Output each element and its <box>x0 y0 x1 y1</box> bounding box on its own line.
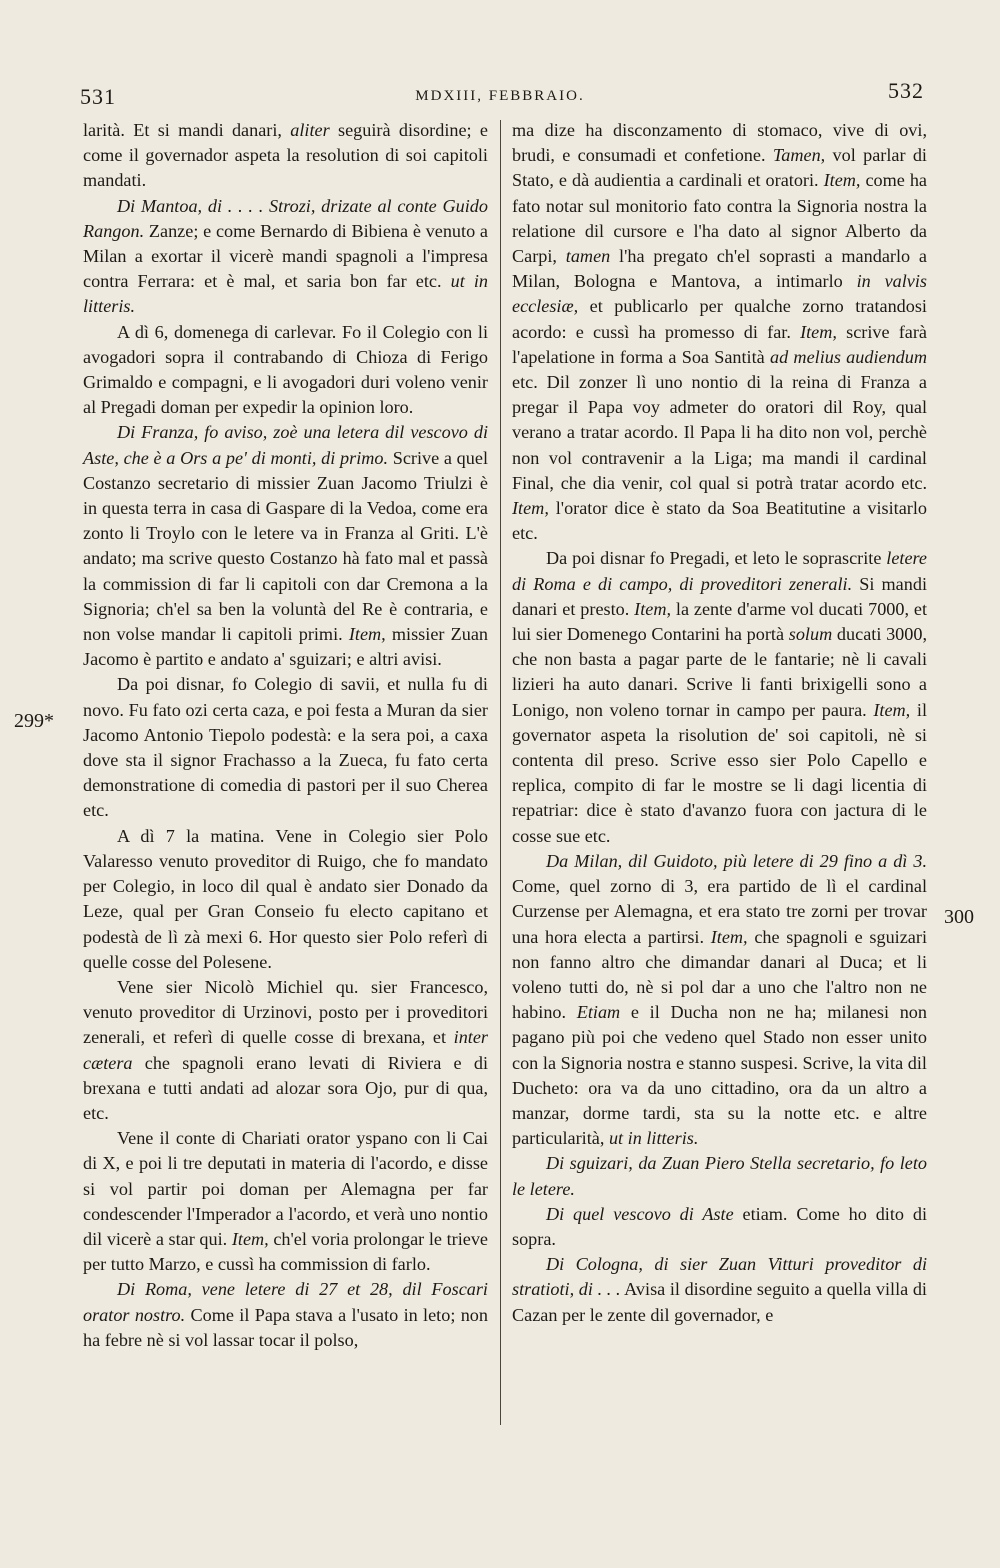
paragraph <box>512 546 927 848</box>
italic-text: Item, <box>231 1228 269 1249</box>
paragraph <box>83 1126 488 1277</box>
page-number-left: 531 <box>80 84 116 109</box>
text-run: seguirà disordine; e come il governador aspeta la resolution di soi capitoli mandati. <box>83 120 488 191</box>
italic-text: Item, <box>800 321 837 342</box>
page-number-right: 532 <box>888 78 924 103</box>
text-run: etc. Dil zonzer lì uno nontio di la reina di Franza a pregar il Papa voy admeter do oratori dil Roy, qual verano a tratar acordo. Il Papa li ha dito non vol, perchè non vol contravenir a la Liga; ma mandi il cardinal Final, che dia venir, col qual si potrà tratar acordo etc. <box>512 372 927 493</box>
right-column <box>512 118 927 1328</box>
text-run: etiam. Come ho dito di sopra. <box>512 1203 927 1249</box>
left-column <box>83 118 488 1353</box>
text-run: e il Ducha non ne ha; milanesi non pagano più poi che vedeno quel Stado non esser unito con la Signoria nostra e stanno suspesi. Scrive, la vita dil Ducheto: ora va da uno cittadino, ora da un altro a manzar, dorme tardi, sta su la notte etc. e altre particularità, <box>512 1002 927 1149</box>
text-run: Avisa il disordine seguito a quella villa di Cazan per le zente dil governador, e <box>512 1279 927 1325</box>
italic-text: Item, <box>348 624 386 645</box>
text-run: che spagnoli e sguizari non fanno altro che dimandar danari al Duca; et li voleno tutti do, nè si pol dar a uno che l'altro non ne habino. <box>512 926 927 1023</box>
text-run: ch'el voria prolongar le trieve per tutto Marzo, e cussì ha commission di farlo. <box>83 1228 488 1275</box>
running-head: MDXIII, FEBBRAIO. <box>415 88 585 104</box>
text-run: Zanze; e come Bernardo di Bibiena è venuto a Milan a exortar il vicerè mandi spagnoli a l'impresa contra Ferrara: et è mal, et saria bon far etc. <box>83 220 488 292</box>
text-run: che spagnoli erano levati di Riviera e di brexana e tutti andati ad alozar sora Ojo, pur di qua, etc. <box>83 1052 488 1123</box>
text-run: l'orator dice è stato da Soa Beatitutine a visitarlo etc. <box>512 498 927 544</box>
italic-text: Di Cologna, di sier Zuan Vitturi proveditor di stratioti, di . . . <box>512 1254 927 1300</box>
italic-text: Di Mantoa, di . . . . Strozi, drizate al conte Guido Rangon. <box>83 195 488 241</box>
text-run: Come il Papa stava a l'usato in leto; non ha febre nè si vol lassar tocar il polso, <box>83 1304 488 1350</box>
text-run: vol parlar di Stato, e dà audientia a cardinali et oratori. <box>512 145 927 191</box>
text-run: Da poi disnar, fo Colegio di savii, et nulla fu di novo. Fu fato ozi certa caza, e poi festa a Muran da sier Jacomo Antonio Tiepolo podestà: e la sera poi, a caxa dove sta il signor Frachasso a la Zueca, fu fato certa demonstratione di comedia di pastori per il suo Cherea etc. <box>83 674 488 821</box>
italic-text: tamen <box>565 246 611 267</box>
text-run: come ha fato notar sul monitorio fato contra la Signoria nostra la relatione dil cursore e l'ha dato al signor Alberto da Carpi, <box>512 170 927 267</box>
italic-text: in valvis ecclesiæ, <box>512 271 927 317</box>
paragraph <box>512 118 927 546</box>
italic-text: aliter <box>290 120 330 140</box>
paragraph <box>512 1252 927 1328</box>
italic-text: Di Franza, fo aviso, zoè una letera dil vescovo di Aste, che è a Ors a pe' di monti, di primo. <box>83 422 488 468</box>
text-run: il governator aspeta la risolution de' soi capitoli, nè si contenta dil preso. Scrive esso sier Polo Capello e replica, compito di far le mostre se li dagi licentia di repatriar: dice è stato d'avanzo fuora con jactura di le cosse sue etc. <box>512 699 928 846</box>
italic-text: ad melius audiendum <box>770 346 927 367</box>
paragraph <box>83 320 488 421</box>
paragraph <box>512 849 927 1151</box>
text-run: Vene sier Nicolò Michiel qu. sier Francesco, venuto proveditor di Urzinovi, posto per i proveditori zenerali, et referì di quelle cosse di brexana, et <box>83 976 488 1048</box>
text-run: Come, quel zorno di 3, era partido de lì el cardinal Curzense per Alemagna, et era stato tre zorni per trovar una hora electa a partirsi. <box>512 876 927 947</box>
text-run: et publicarlo per qualche zorno tratandosi acordo: e cussì ha promesso di far. <box>512 296 927 342</box>
italic-text: Tamen, <box>772 145 826 166</box>
italic-text: inter cætera <box>83 1027 488 1073</box>
text-run: Si mandi danari et presto. <box>512 573 927 619</box>
italic-text: Da Milan, dil Guidoto, più letere di 29 fino a dì 3. <box>546 850 927 871</box>
italic-text: Item, <box>512 498 549 519</box>
text-run: ma dize ha disconzamento di stomaco, vive di ovi, brudi, e consumadi et confetione. <box>512 120 927 166</box>
italic-text: Item, <box>873 699 911 720</box>
text-run: A dì 7 la matina. Vene in Colegio sier Polo Valaresso venuto proveditor di Ruigo, che fo mandato per Colegio, in loco dil qual è andato sier Donado da Leze, qual per Gran Conseio fu electo capitano et podestà de lì zà mexi 6. Hor questo sier Polo referì di quelle cosse del Polesene. <box>83 825 488 972</box>
text-run: missier Zuan Jacomo è partito e andato a' sguizari; e altri avisi. <box>83 624 488 670</box>
page-header <box>0 78 1000 114</box>
text-run: scrive farà l'apelatione in forma a Soa Santità <box>512 321 927 367</box>
italic-text: solum <box>788 624 833 645</box>
italic-text: ut in litteris. <box>83 271 488 317</box>
paragraph <box>512 1202 927 1252</box>
italic-text: letere di Roma e di campo, di proveditori zenerali. <box>512 548 927 594</box>
text-run: ducati 3000, che non basta a pagar parte de le fantarie; nè li cavali lizieri ha auto danari. Scrive li fanti brixigelli sono a Lonigo, non voleno tornar in campo per paura. <box>512 624 927 720</box>
italic-text: Item, <box>823 170 861 191</box>
column-divider <box>500 120 501 1425</box>
paragraph <box>83 194 488 320</box>
italic-text: Di sguizari, da Zuan Piero Stella secretario, fo leto le letere. <box>512 1153 927 1199</box>
text-run: la zente d'arme vol ducati 7000, et lui sier Domenego Contarini ha portà <box>512 598 928 645</box>
text-run: Da poi disnar fo Pregadi, et leto le soprascrite <box>546 548 887 569</box>
paragraph <box>83 672 488 823</box>
italic-text: ut in litteris. <box>608 1128 699 1149</box>
paragraph <box>83 1277 488 1353</box>
text-run: Vene il conte di Chariati orator yspano con li Cai di X, e poi li tre deputati in materia di l'acordo, e disse si vol partir poi doman per Alemagna per far condescender l'Imperador a l'acordo, et verà uno nontio dil vicerè a star qui. <box>83 1128 488 1249</box>
paragraph <box>83 824 488 975</box>
text-run: A dì 6, domenega di carlevar. Fo il Colegio con li avogadori sopra il contrabando di Chioza di Ferigo Grimaldo e compagni, e li avogadori duri voleno venir al Pregadi doman per expedir la opinion loro. <box>83 321 488 418</box>
italic-text: Etiam <box>576 1002 621 1023</box>
paragraph <box>83 975 488 1126</box>
paragraph <box>512 1151 927 1201</box>
italic-text: Item, <box>710 926 748 947</box>
italic-text: Di Roma, vene letere di 27 et 28, dil Foscari orator nostro. <box>83 1279 488 1325</box>
margin-number-right: 300 <box>944 906 974 928</box>
paragraph <box>83 420 488 672</box>
text-run: larità. Et si mandi danari, <box>83 120 291 140</box>
italic-text: Di quel vescovo di Aste <box>546 1203 734 1224</box>
text-run: l'ha pregato ch'el soprasti a mandarlo a Milan, Bologna e Mantova, a intimarlo <box>512 246 927 292</box>
margin-number-left: 299* <box>14 710 54 732</box>
paragraph <box>83 118 488 194</box>
text-run: Scrive a quel Costanzo secretario di missier Zuan Jacomo Triulzi è in questa terra in casa di Gaspare di la Vedoa, come era zonto li Troylo con le letere va in Franza al Griti. L'è andato; ma scrive questo Costanzo hà fato mal et passà la commission di far li capitoli con dar Cremona a la Signoria; ch'el sa ben la voluntà del Re è contraria, e non volse mandar li capitoli primi. <box>83 447 488 645</box>
italic-text: Item, <box>634 598 672 619</box>
